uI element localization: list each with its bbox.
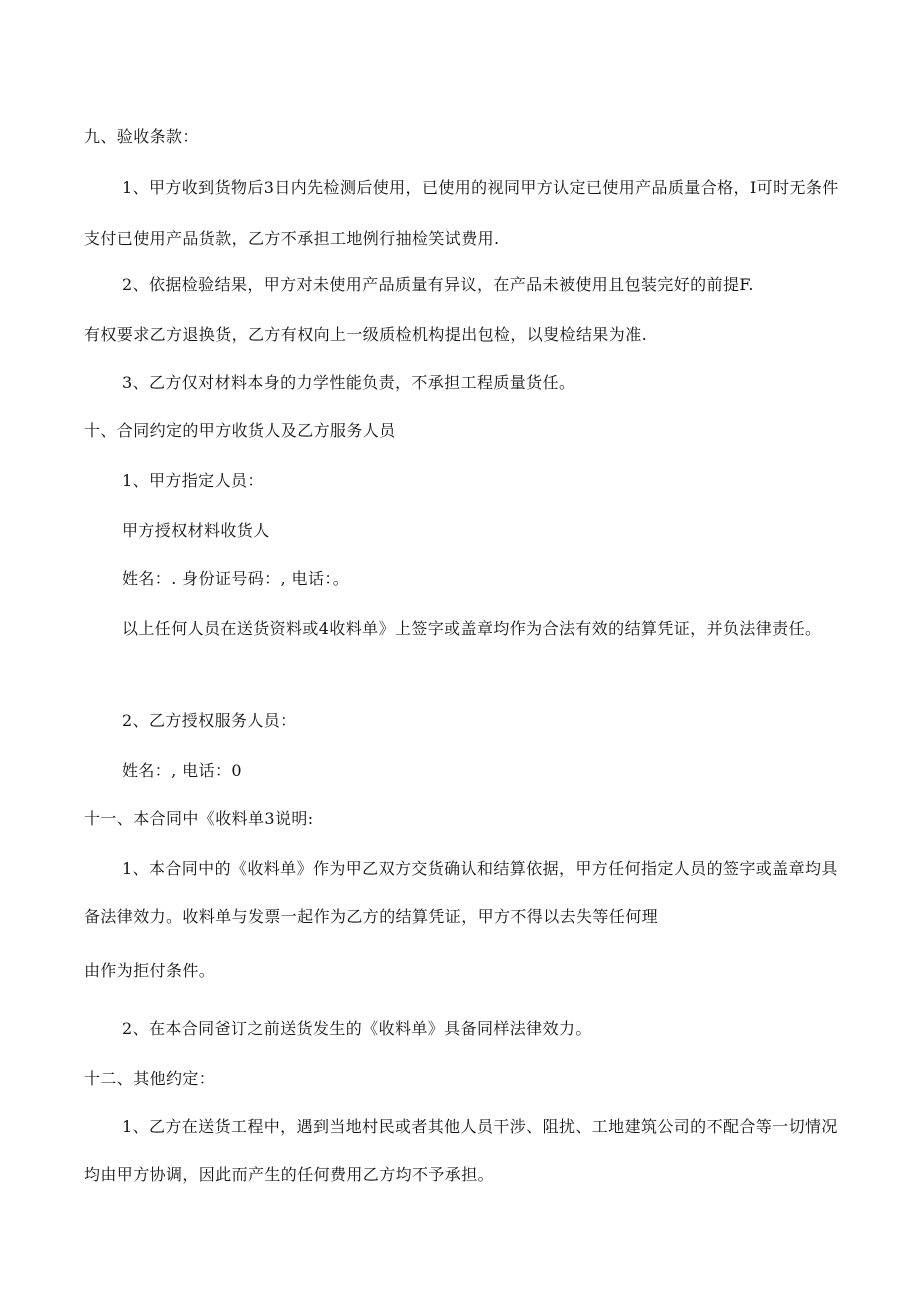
paragraph-line: 1、甲方指定人员： — [122, 471, 264, 490]
paragraph-line: 有权要求乙方退换货，乙方有权向上一级质检机构提出包检，以叟检结果为准. — [84, 325, 648, 344]
paragraph-line: 以上任何人员在送货资料或4收料单》上签字或盖章均作为合法有效的结算凭证，并负法律责任。 — [122, 619, 822, 638]
paragraph-line: 甲方授权材料收货人 — [122, 521, 270, 540]
paragraph-line: 姓名：. 身份证号码：, 电话：。 — [122, 569, 350, 588]
paragraph-line: 均由甲方协调，因此而产生的任何费用乙方均不予承担。 — [84, 1165, 495, 1184]
paragraph-line: 1、甲方收到货物后3日内先检测后使用，已使用的视同甲方认定已使用产品质量合格，I可时无条件 — [122, 178, 839, 197]
paragraph-line: 2、在本合同爸订之前送货发生的《收料单》具备同样法律效力。 — [122, 1019, 592, 1038]
paragraph-line: 姓名：, 电话：0 — [122, 761, 242, 780]
paragraph-line: 备法律效力。收料单与发票一起作为乙方的结算凭证，甲方不得以去失等任何理 — [84, 907, 659, 926]
paragraph-line: 3、乙方仅对材料本身的力学性能负责，不承担工程质量货任。 — [122, 373, 576, 392]
paragraph-line: 2、乙方授权服务人员： — [122, 711, 297, 730]
section-heading-acceptance: 九、验收条款： — [84, 127, 199, 146]
section-heading-personnel: 十、合同约定的甲方收货人及乙方服务人员 — [84, 421, 396, 440]
paragraph-line: 2、依据检验结果，甲方对未使用产品质量有异议，在产品未被使用且包装完好的前提F. — [122, 275, 754, 294]
section-heading-receipt: 十一、本合同中《收料单3说明: — [84, 809, 314, 828]
paragraph-line: 1、乙方在送货工程中，遇到当地村民或者其他人员干涉、阻扰、工地建筑公司的不配合等一切情况 — [122, 1117, 838, 1136]
section-heading-other: 十二、其他约定： — [84, 1069, 216, 1088]
paragraph-line: 由作为拒付条件。 — [84, 961, 216, 980]
paragraph-line: 1、本合同中的《收料单》作为甲乙双方交货确认和结算依据，甲方任何指定人员的签字或盖章均具 — [122, 859, 838, 878]
paragraph-line: 支付已使用产品货款，乙方不承担工地例行抽检笑试费用. — [84, 229, 500, 248]
